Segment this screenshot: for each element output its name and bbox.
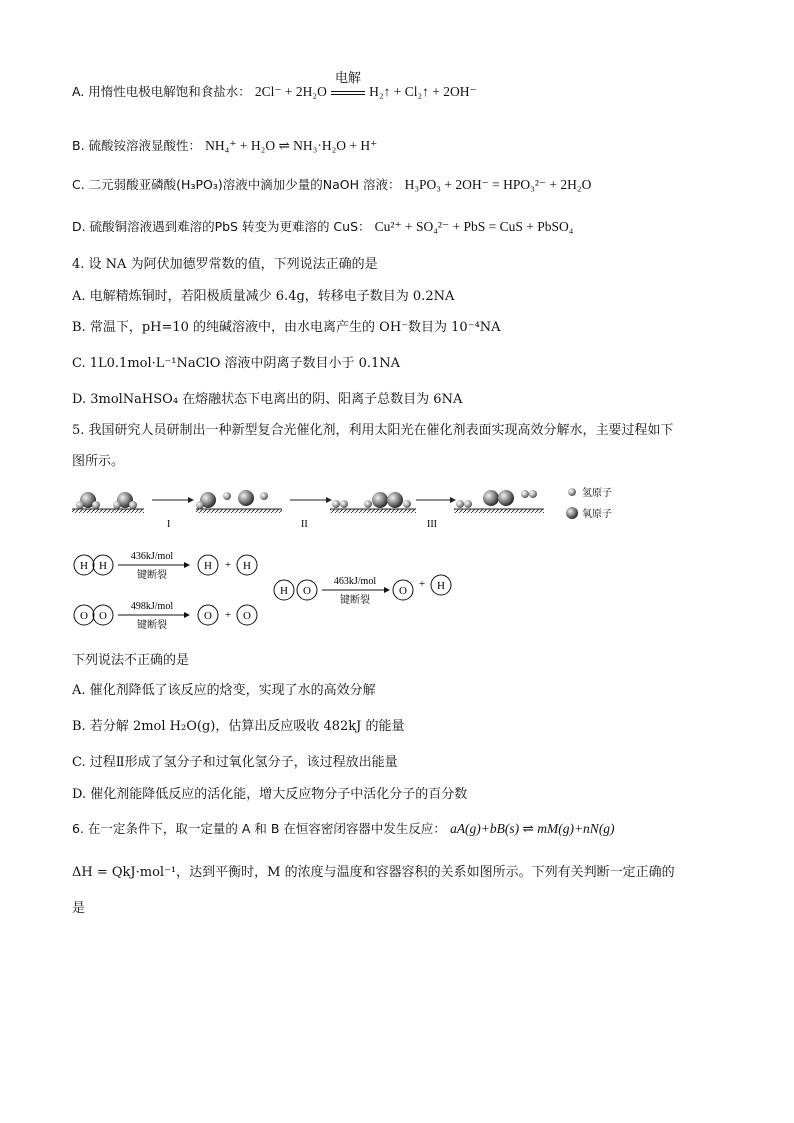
hh-bond-energy: 436kJ/mol xyxy=(130,551,174,562)
q3-a-right: H₂↑ + Cl₂↑ + 2OH⁻ xyxy=(369,84,477,99)
legend-o-icon xyxy=(566,507,578,519)
q6-stem-line-1 xyxy=(72,819,754,840)
h2-molecule-2 xyxy=(456,500,472,508)
q3-a-prefix: A. 用惰性电极电解饱和食盐水： xyxy=(72,84,251,99)
q5-option-c: C. 过程Ⅱ形成了氢分子和过氧化氢分子，该过程放出能量 xyxy=(72,755,398,770)
q6-stem-3: 是 xyxy=(72,901,86,916)
electrolysis-condition: 电解 xyxy=(335,71,362,86)
q3-option-c xyxy=(72,175,754,196)
oo-bond-energy: 498kJ/mol xyxy=(130,601,174,612)
q4-stem: 4. 设 NA 为阿伏加德罗常数的值，下列说法正确的是 xyxy=(72,257,378,272)
hh-product-2: H xyxy=(243,560,251,572)
hh-product-1: H xyxy=(204,560,212,572)
q5-option-d: D. 催化剂能降低反应的活化能，增大反应物分子中活化分子的百分数 xyxy=(72,787,468,802)
q3-d-formula: Cu²⁺ + SO₄²⁻ + PbS = CuS + PbSO₄ xyxy=(374,219,574,234)
oh-h-atom xyxy=(196,501,204,509)
oo-plus: + xyxy=(224,609,232,621)
q4-option-c: C. 1L0.1mol·L⁻¹NaClO 溶液中阴离子数目小于 0.1NA xyxy=(72,356,401,371)
q5-option-b: B. 若分解 2mol H₂O(g)，估算出反应吸收 482kJ 的能量 xyxy=(72,719,405,734)
q3-b-prefix: B. 硫酸铵溶液显酸性： xyxy=(72,138,202,153)
q4-option-a: A. 电解精炼铜时，若阳极质量减少 6.4g，转移电子数目为 0.2NA xyxy=(72,289,455,304)
oh-o-atom-2 xyxy=(238,490,254,506)
oo-atom-1: O xyxy=(80,610,88,622)
hh-break-label: 键断裂 xyxy=(137,570,167,581)
h2-molecule xyxy=(332,500,348,508)
ho-product-h: H xyxy=(437,580,445,592)
bond-energy-diagram xyxy=(70,545,470,637)
ho-product-o: O xyxy=(399,585,407,597)
legend-h-icon xyxy=(568,488,576,496)
q5-option-a: A. 催化剂降低了该反应的焓变，实现了水的高效分解 xyxy=(72,683,376,698)
ho-atom-o: O xyxy=(303,585,311,597)
free-h-atom-2 xyxy=(260,492,268,500)
ho-bond-energy: 463kJ/mol xyxy=(333,576,377,587)
electrolysis-arrow xyxy=(331,71,365,103)
q4-option-d: D. 3molNaHSO₄ 在熔融状态下电离出的阴、阳离子总数目为 6NA xyxy=(72,392,463,407)
oo-product-1: O xyxy=(204,610,212,622)
q3-option-b xyxy=(72,136,754,157)
q5-ask: 下列说法不正确的是 xyxy=(72,653,190,668)
legend-o-label: 氧原子 xyxy=(582,509,612,520)
oo-break-label: 键断裂 xyxy=(137,620,167,631)
water-molecule-2 xyxy=(113,492,137,509)
hh-plus: + xyxy=(224,559,232,571)
q6-stem-1: 6. 在一定条件下，取一定量的 A 和 B 在恒容密闭容器中发生反应： xyxy=(72,821,446,836)
ho-break-label: 键断裂 xyxy=(340,595,370,606)
equals-bar xyxy=(331,91,365,95)
q3-c-formula: H₃PO₃ + 2OH⁻ = HPO₃²⁻ + 2H₂O xyxy=(404,177,592,192)
q3-b-formula: NH₄⁺ + H₂O ⇌ NH₃·H₂O + H⁺ xyxy=(205,138,378,153)
step-label-3: III xyxy=(427,519,437,530)
hh-row xyxy=(74,551,257,581)
q3-c-prefix: C. 二元弱酸亚磷酸(H₃PO₃)溶液中滴加少量的NaOH 溶液： xyxy=(72,177,401,192)
step-arrow-3-head xyxy=(450,497,456,503)
stage-0-surface xyxy=(72,509,144,513)
q5-stem-1: 5. 我国研究人员研制出一种新型复合光催化剂，利用太阳光在催化剂表面实现高效分解水，主要过程如下 xyxy=(72,423,674,438)
stage-1-surface xyxy=(196,509,282,513)
q3-option-a xyxy=(72,71,754,103)
oo-product-2: O xyxy=(243,610,251,622)
stage-3-surface xyxy=(454,509,544,513)
q6-equation: aA(g)+bB(s) ⇌ mM(g)+nN(g) xyxy=(450,821,615,836)
step-arrow-1-head xyxy=(188,497,194,503)
h2-molecule-3 xyxy=(521,490,537,498)
water-molecule-1 xyxy=(76,492,100,509)
hh-atom-2: H xyxy=(99,560,107,572)
step-label-1: I xyxy=(167,519,171,530)
q3-d-prefix: D. 硫酸铜溶液遇到难溶的PbS 转变为更难溶的 CuS： xyxy=(72,219,371,234)
free-h-atom-1 xyxy=(223,492,231,500)
q4-option-b: B. 常温下，pH=10 的纯碱溶液中，由水电离产生的 OH⁻数目为 10⁻⁴NA xyxy=(72,320,501,335)
hh-atom-1: H xyxy=(80,560,88,572)
ho-row xyxy=(274,575,451,606)
legend-h-label: 氢原子 xyxy=(582,488,612,499)
ho-plus: + xyxy=(418,578,426,590)
water-splitting-process-diagram xyxy=(68,480,668,540)
q5-stem-2: 图所示。 xyxy=(72,454,125,469)
oo-row xyxy=(74,601,257,631)
stage-2-surface xyxy=(330,509,416,513)
q6-stem-2: ΔH = QkJ·mol⁻¹，达到平衡时，M 的浓度与温度和容器容积的关系如图所示。下列有关判断一定正确的 xyxy=(72,865,675,880)
ho-atom-h: H xyxy=(280,585,288,597)
oo-atom-2: O xyxy=(99,610,107,622)
step-label-2: II xyxy=(301,519,308,530)
q3-option-d xyxy=(72,217,754,238)
o2-molecule xyxy=(483,490,514,506)
q3-a-left: 2Cl⁻ + 2H₂O xyxy=(254,84,327,99)
h2o2-molecule xyxy=(364,492,411,508)
step-arrow-2-head xyxy=(326,497,332,503)
